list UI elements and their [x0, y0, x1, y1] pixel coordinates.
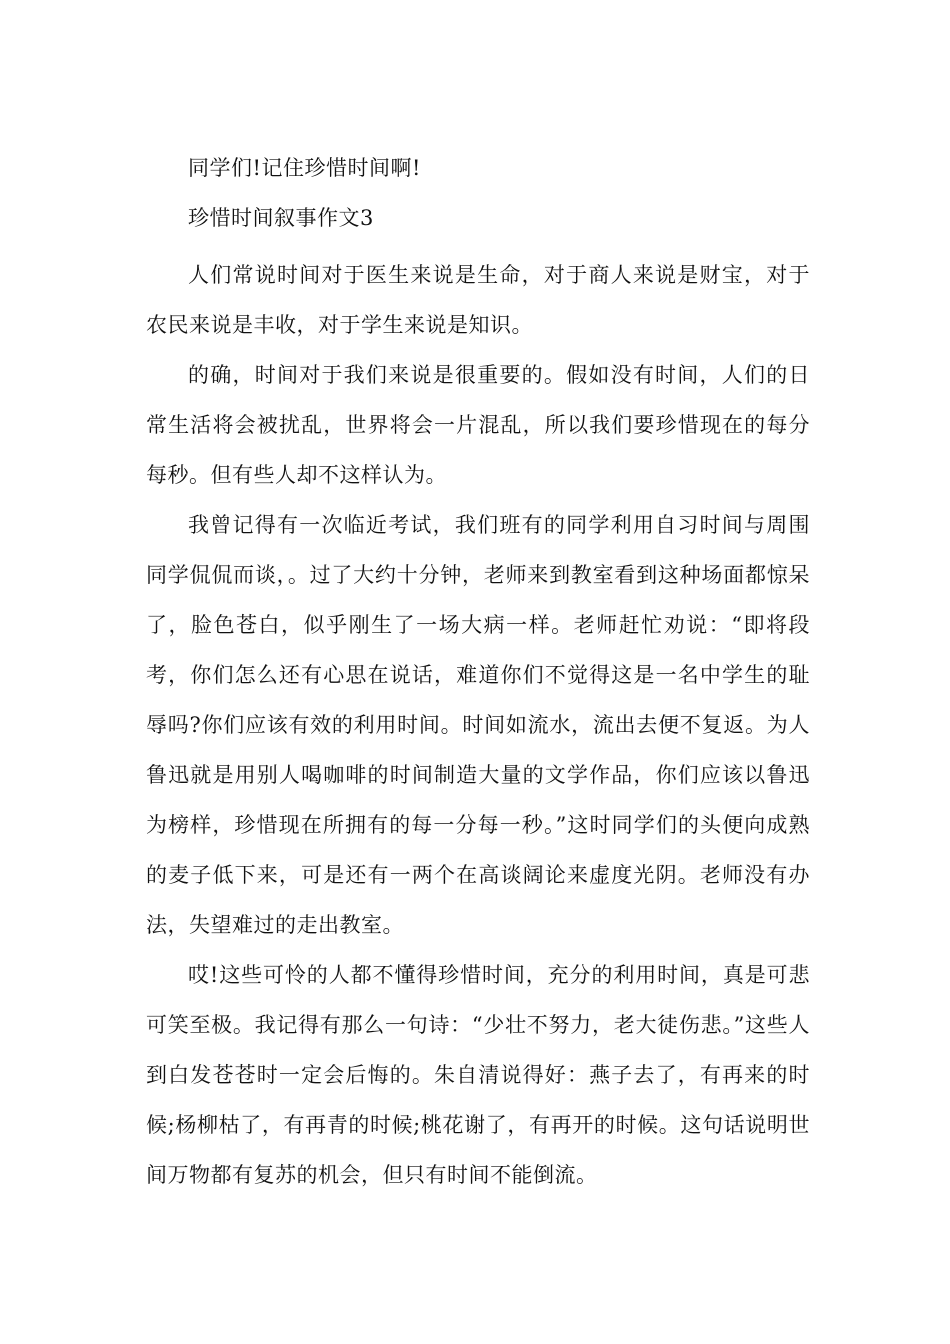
- paragraph-4: 哎!这些可怜的人都不懂得珍惜时间，充分的利用时间，真是可悲可笑至极。我记得有那么一句诗：“少壮不努力，老大徒伤悲。”这些人到白发苍苍时一定会后悔的。朱自清说得好：燕子去了，有再来的时候;杨柳枯了，有再青的时候;桃花谢了，有再开的时候。这句话说明世间万物都有复苏的机会，但只有时间不能倒流。: [146, 963, 810, 1187]
- paragraph-closing-line: 同学们!记住珍惜时间啊!: [188, 156, 421, 180]
- paragraph-3: 我曾记得有一次临近考试，我们班有的同学利用自习时间与周围同学侃侃而谈，。过了大约十分钟，老师来到教室看到这种场面都惊呆了，脸色苍白，似乎刚生了一场大病一样。老师赶忙劝说：“即将段考，你们怎么还有心思在说话，难道你们不觉得这是一名中学生的耻辱吗?你们应该有效的利用时间。时间如流水，流出去便不复返。为人鲁迅就是用别人喝咖啡的时间制造大量的文学作品，你们应该以鲁迅为榜样，珍惜现在所拥有的每一分每一秒。”这时同学们的头便向成熟的麦子低下来，可是还有一两个在高谈阔论来虚度光阴。老师没有办法，失望难过的走出教室。: [146, 513, 810, 937]
- document-body: [146, 150, 810, 1200]
- paragraph-1: 人们常说时间对于医生来说是生命，对于商人来说是财宝，对于农民来说是丰收，对于学生来说是知识。: [146, 263, 810, 337]
- essay-title: 珍惜时间叙事作文3: [188, 206, 374, 230]
- paragraph-2: 的确，时间对于我们来说是很重要的。假如没有时间，人们的日常生活将会被扰乱，世界将会一片混乱，所以我们要珍惜现在的每分每秒。但有些人却不这样认为。: [146, 363, 810, 487]
